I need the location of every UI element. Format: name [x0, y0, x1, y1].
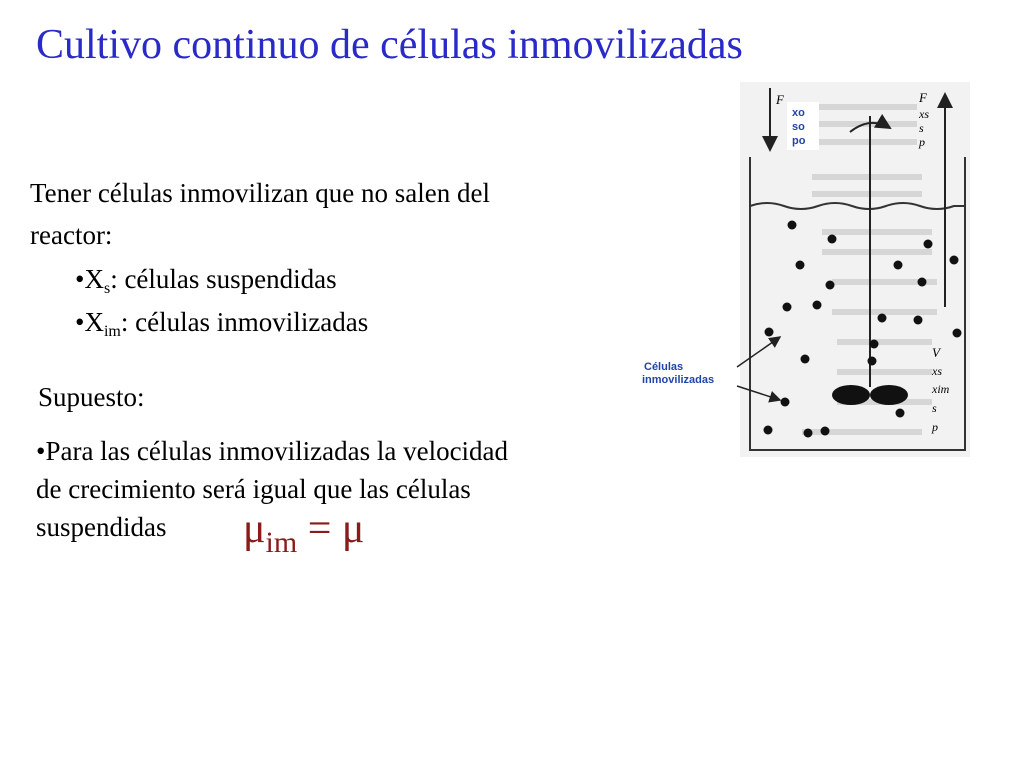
cell-dot — [801, 355, 810, 364]
inlet-po-label: po — [792, 135, 806, 147]
cell-dot — [783, 303, 792, 312]
bullet-xs — [75, 262, 337, 297]
formula-rhs: μ — [341, 506, 365, 552]
outlet-flow-label: F — [919, 90, 927, 105]
reactor-diagram — [632, 82, 977, 462]
bullet-marker: •X — [75, 307, 104, 337]
reactor-xs-label: xs — [932, 364, 942, 378]
cell-dot — [788, 221, 797, 230]
formula-operator: = — [307, 506, 332, 552]
formula-lhs: μ — [243, 506, 266, 552]
inlet-flow-label: F — [776, 92, 784, 107]
intro-line-2: reactor: — [30, 220, 113, 250]
callout-label-line-2: inmovilizadas — [642, 374, 715, 386]
impeller-blade-right — [870, 385, 908, 405]
paragraph-line-1: •Para las células inmovilizadas la velocidad — [36, 436, 509, 466]
callout-label-line-1: Células — [644, 361, 684, 373]
cell-dot — [821, 427, 830, 436]
outlet-xs-label: xs — [919, 107, 929, 121]
intro-text — [30, 172, 490, 256]
cell-dot — [924, 240, 933, 249]
impeller-blade-left — [832, 385, 870, 405]
cell-dot — [894, 261, 903, 270]
cell-dot — [950, 256, 959, 265]
bullet-xim — [75, 305, 368, 340]
outlet-s-label: s — [919, 121, 924, 135]
formula-lhs-subscript: im — [265, 526, 298, 559]
bullet-subscript: im — [103, 323, 121, 340]
cell-dot — [870, 340, 879, 349]
outlet-p-label: p — [919, 135, 925, 149]
cell-dot — [796, 261, 805, 270]
reactor-volume-label: V — [932, 345, 940, 360]
bullet-subscript: s — [103, 280, 111, 297]
cell-dot — [764, 426, 773, 435]
reactor-p-label: p — [932, 420, 938, 434]
supuesto-heading: Supuesto: — [38, 382, 145, 412]
bullet-marker: •X — [75, 264, 104, 294]
paragraph-line-3: suspendidas — [36, 512, 167, 542]
slide-title: Cultivo continuo de células inmovilizadas — [36, 22, 743, 68]
cell-dot — [781, 398, 790, 407]
cell-dot — [914, 316, 923, 325]
cell-dot — [918, 278, 927, 287]
reactor-s-label: s — [932, 401, 937, 415]
bullet-text: : células inmovilizadas — [120, 307, 369, 337]
cell-dot — [896, 409, 905, 418]
reactor-xim-label: xim — [932, 382, 950, 396]
cell-dot — [878, 314, 887, 323]
cell-dot — [765, 328, 774, 337]
cell-dot — [826, 281, 835, 290]
cell-dot — [804, 429, 813, 438]
inlet-xo-label: xo — [792, 107, 805, 119]
bullet-text: : células suspendidas — [110, 264, 337, 294]
inlet-so-label: so — [792, 121, 805, 133]
cell-dot — [828, 235, 837, 244]
cell-dot — [813, 301, 822, 310]
cell-dot — [953, 329, 962, 338]
cell-dot — [868, 357, 877, 366]
paragraph-line-2: de crecimiento será igual que las células — [36, 474, 471, 504]
intro-line-1: Tener células inmovilizan que no salen del — [30, 178, 490, 208]
growth-rate-formula — [243, 508, 364, 558]
